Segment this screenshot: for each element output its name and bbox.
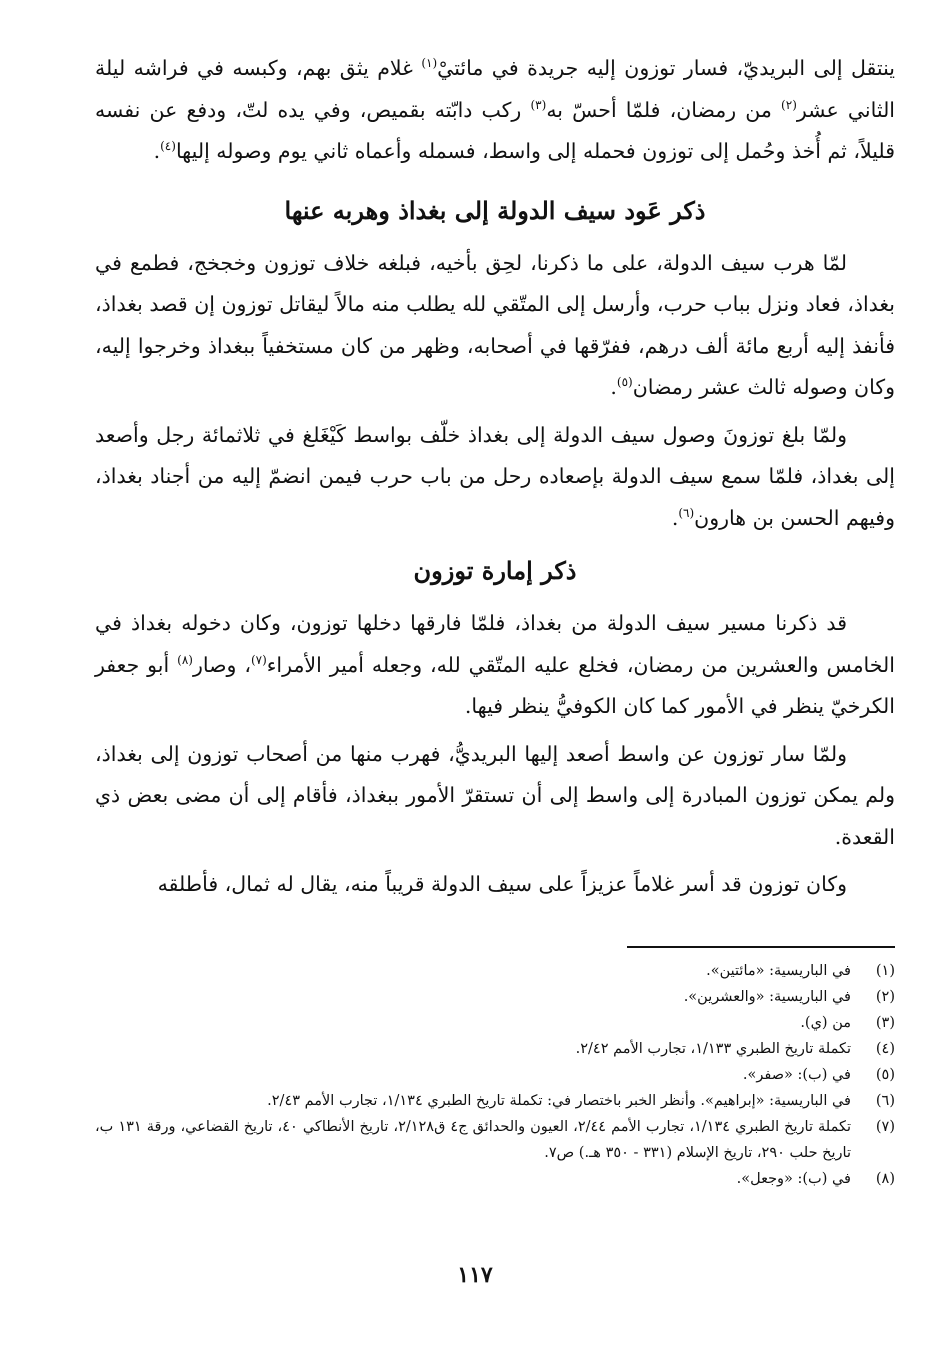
footnote <box>95 1088 895 1114</box>
text-run: أبو جعفر الكرخيّ ينظر في الأمور كما كان الكوفيُّ ينظر فيها. <box>95 652 895 718</box>
footnote-number: (٨) <box>875 1170 895 1187</box>
footnote-ref[interactable]: (١) <box>421 56 438 71</box>
footnote <box>95 1062 895 1088</box>
text-run: من رمضان، فلمّا أحسّ به <box>546 97 782 122</box>
footnote-ref[interactable]: (٤) <box>160 139 176 154</box>
text-run: ركب دابّته بقميص، وفي يده لتّ، ودفع عن نفسه قليلاً، ثم أُخذ وحُمل إلى توزون فحمله إلى واسط، فسمله وأعماه ثاني يوم وصوله إليها <box>95 97 895 163</box>
text-run: . <box>671 505 679 530</box>
footnote-text: في (ب): «وجعل». <box>736 1170 851 1187</box>
footnote <box>95 958 895 984</box>
section-heading: ذكر عَود سيف الدولة إلى بغداذ وهربه عنها <box>284 195 706 225</box>
paragraph <box>95 243 895 409</box>
footnote-number: (٥) <box>875 1066 895 1083</box>
footnote <box>95 1166 895 1192</box>
text-run: ، وصار <box>192 652 251 677</box>
footnote-text: تكملة تاريخ الطبري ١/١٣٣، تجارب الأمم ٢/٤٢. <box>575 1040 851 1057</box>
text-run: قد ذكرنا مسير سيف الدولة من بغداذ، فلمّا فارقها دخلها توزون، وكان دخوله بغداذ في الخامس والعشرين من رمضان، فخلع عليه المتّقي لله، وجعله أمير الأمراء <box>95 611 895 677</box>
footnote-text: في الباريسية: «والعشرين». <box>683 988 851 1005</box>
paragraph <box>95 603 895 728</box>
footnote-number: (٤) <box>875 1040 895 1057</box>
footnote <box>95 1114 895 1166</box>
text-run: . <box>153 139 161 163</box>
footnote <box>95 1036 895 1062</box>
section-heading: ذكر إمارة توزون <box>413 556 577 585</box>
intro-paragraph <box>95 48 895 173</box>
footnote-number: (٦) <box>875 1092 895 1109</box>
footnote-ref[interactable]: (٧) <box>250 652 267 667</box>
footnote-text: تكملة تاريخ الطبري ١/١٣٤، تجارب الأمم ٢/٤٤، العيون والحدائق ج٤ ق٢/١٢٨، تاريخ الأنطاكي ٤٠، تاريخ القضاعي، ورقة ١٣١ ب، تاريخ حلب ٢٩٠، تاريخ الإسلام (٣٣١ - ٣٥٠ هـ.) ص٧. <box>95 1118 852 1161</box>
footnote-text: في (ب): «صفر». <box>742 1066 851 1083</box>
footnote-ref[interactable]: (٣) <box>530 97 547 112</box>
footnotes <box>95 958 895 1192</box>
text-run: غلام يثق بهم، وكبسه في فراشه ليلة الثاني عشر <box>95 56 896 122</box>
footnote-ref[interactable]: (٨) <box>177 652 193 667</box>
text-run: ولمّا بلغ توزونَ وصول سيف الدولة إلى بغداذ خلّف بواسط كَيْغَلغ في ثلاثمائة رجل وأصعد إلى بغداذ، فلمّا سمع سيف الدولة بإصعاده رحل من باب حرب فيمن انضمّ إليه من أجناد بغداذ، وفيهم الحسن بن هارون <box>95 422 895 530</box>
page-body <box>95 48 895 1192</box>
text-run: . <box>610 375 617 399</box>
footnote-number: (١) <box>875 962 895 979</box>
page-number: ١١٧ <box>457 1262 493 1288</box>
footnote <box>95 984 895 1010</box>
footnote-text: في الباريسية: «إبراهيم». وأنظر الخبر باختصار في: تكملة تاريخ الطبري ١/١٣٤، تجارب الأمم ٢/٤٣. <box>267 1092 851 1109</box>
footnote-text: من (ي). <box>800 1014 851 1031</box>
paragraph <box>95 415 895 540</box>
paragraph: وكان توزون قد أسر غلاماً عزيزاً على سيف الدولة قريباً منه، يقال له ثمال، فأطلقه <box>157 872 847 896</box>
text-run: لمّا هرب سيف الدولة، على ما ذكرنا، لحِق بأخيه، فبلغه خلاف توزون وخجخج، فطمع في بغداذ، فعاد ونزل بباب حرب، وأرسل إلى المتّقي لله يطلب منه مالاً ليقاتل توزون إن قصد بغداذ، فأنفذ إليه أربع مائة ألف درهم، ففرّقها في أصحابه، وظهر من كان مستخفياً ببغداذ وخرجوا إليه، وكان وصوله ثالث عشر رمضان <box>95 250 895 399</box>
footnote-number: (٧) <box>875 1118 895 1135</box>
footnote-divider <box>627 946 895 948</box>
footnote-ref[interactable]: (٢) <box>781 97 797 112</box>
footnote-text: في الباريسية: «مائتين». <box>706 962 851 979</box>
footnote-ref[interactable]: (٥) <box>616 375 633 390</box>
footnote <box>95 1010 895 1036</box>
footnote-ref[interactable]: (٦) <box>678 505 695 520</box>
text-run: ينتقل إلى البريديّ، فسار توزون إليه جريدة في مائتيْ <box>437 56 895 80</box>
footnote-number: (٣) <box>875 1014 895 1031</box>
paragraph: ولمّا سار توزون عن واسط أصعد إليها البريديُّ، فهرب منها من أصحاب توزون إلى بغداذ، ولم يمكن توزون المبادرة إلى واسط إلى أن تستقرّ الأمور ببغداذ، فأقام إلى أن مضى بعض ذي القعدة. <box>95 741 895 849</box>
footnote-number: (٢) <box>875 988 895 1005</box>
